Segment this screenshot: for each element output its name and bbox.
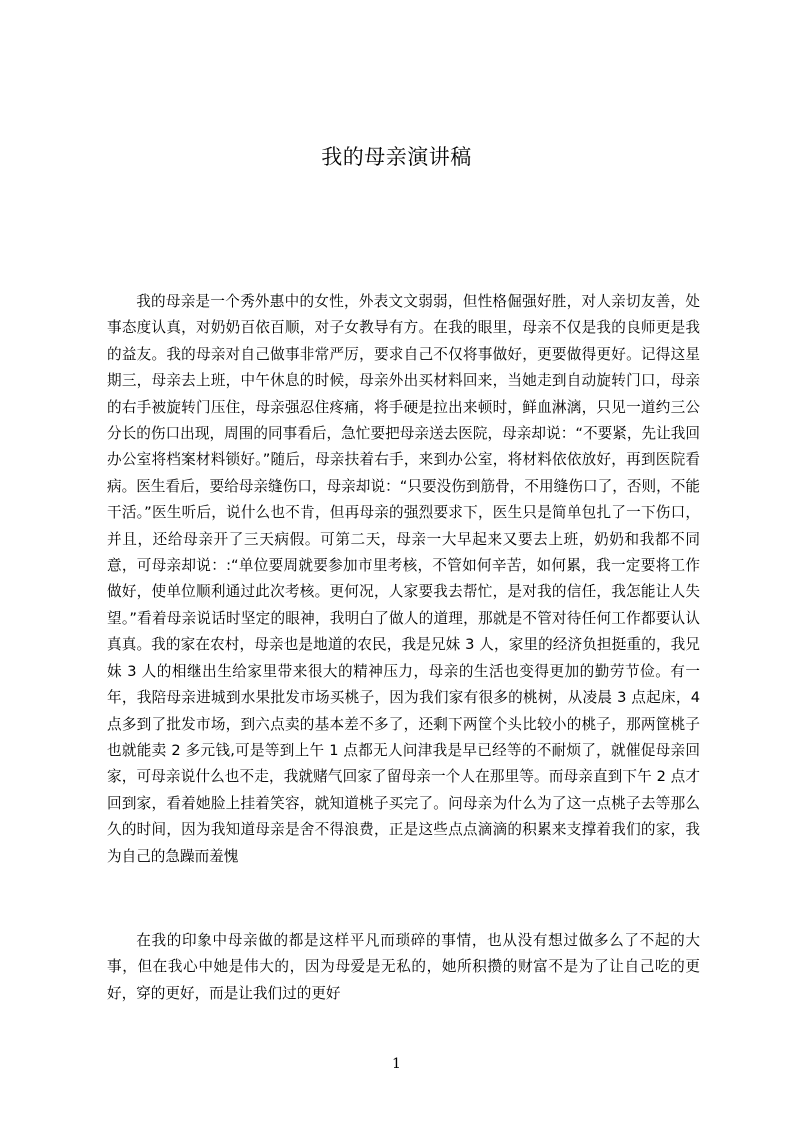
body-paragraph-1: 我的母亲是一个秀外惠中的女性，外表文文弱弱，但性格倔强好胜，对人亲切友善，处事态度认真，对奶奶百依百顺，对子女教导有方。在我的眼里，母亲不仅是我的良师更是我的益友。我的母亲对自己做事非常严厉，要求自己不仅将事做好，更要做得更好。记得这星期三，母亲去上班，中午休息的时候，母亲外出买材料回来，当她走到自动旋转门口，母亲的右手被旋转门压住，母亲强忍住疼痛，将手硬是拉出来顿时，鲜血淋漓，只见一道约三公分长的伤口出现，周围的同事看后，急忙要把母亲送去医院，母亲却说：“不要紧，先让我回办公室将档案材料锁好。”随后，母亲扶着右手，来到办公室，将材料依依放好，再到医院看病。医生看后，要给母亲缝伤口，母亲却说：“只要没伤到筋骨，不用缝伤口了，否则，不能干活。”医生听后，说什么也不肯，但再母亲的强烈要求下，医生只是简单包扎了一下伤口，并且，还给母亲开了三天病假。可第二天，母亲一大早起来又要去上班，奶奶和我都不同意，可母亲却说：:“单位要周就要参加市里考核，不管如何辛苦，如何累，我一定要将工作做好，使单位顺利通过此次考核。更何况，人家要我去帮忙，是对我的信任，我怎能让人失望。”看着母亲说话时坚定的眼神，我明白了做人的道理，那就是不管对待任何工作都要认认真真。我的家在农村，母亲也是地道的农民，我是兄妹 3 人，家里的经济负担挺重的，我兄妹 3 人的相继出生给家里带来很大的精神压力，母亲的生活也变得更加的勤劳节俭。有一年，我陪母亲进城到水果批发市场买桃子，因为我们家有很多的桃树，从凌晨 3 点起床，4 点多到了批发市场，到六点卖的基本差不多了，还剩下两筐个头比较小的桃子，那两筐桃子也就能卖 2 多元钱,可是等到上午 1 点都无人问津我是早已经等的不耐烦了，就催促母亲回家，可母亲说什么也不走，我就赌气回家了留母亲一个人在那里等。而母亲直到下午 2 点才回到家，看着她脸上挂着笑容，就知道桃子买完了。问母亲为什么为了这一点桃子去等那么久的时间，因为我知道母亲是舍不得浪费，正是这些点点滴滴的积累来支撑着我们的家，我为自己的急躁而羞愧 bbox=[107, 293, 700, 865]
page-number: 1 bbox=[392, 1056, 401, 1072]
body-paragraph-2: 在我的印象中母亲做的都是这样平凡而琐碎的事情，也从没有想过做多么了不起的大事，但在我心中她是伟大的，因为母爱是无私的，她所积攒的财富不是为了让自己吃的更好，穿的更好，而是让我们过的更好 bbox=[107, 932, 700, 1002]
page-title: 我的母亲演讲稿 bbox=[321, 145, 472, 169]
